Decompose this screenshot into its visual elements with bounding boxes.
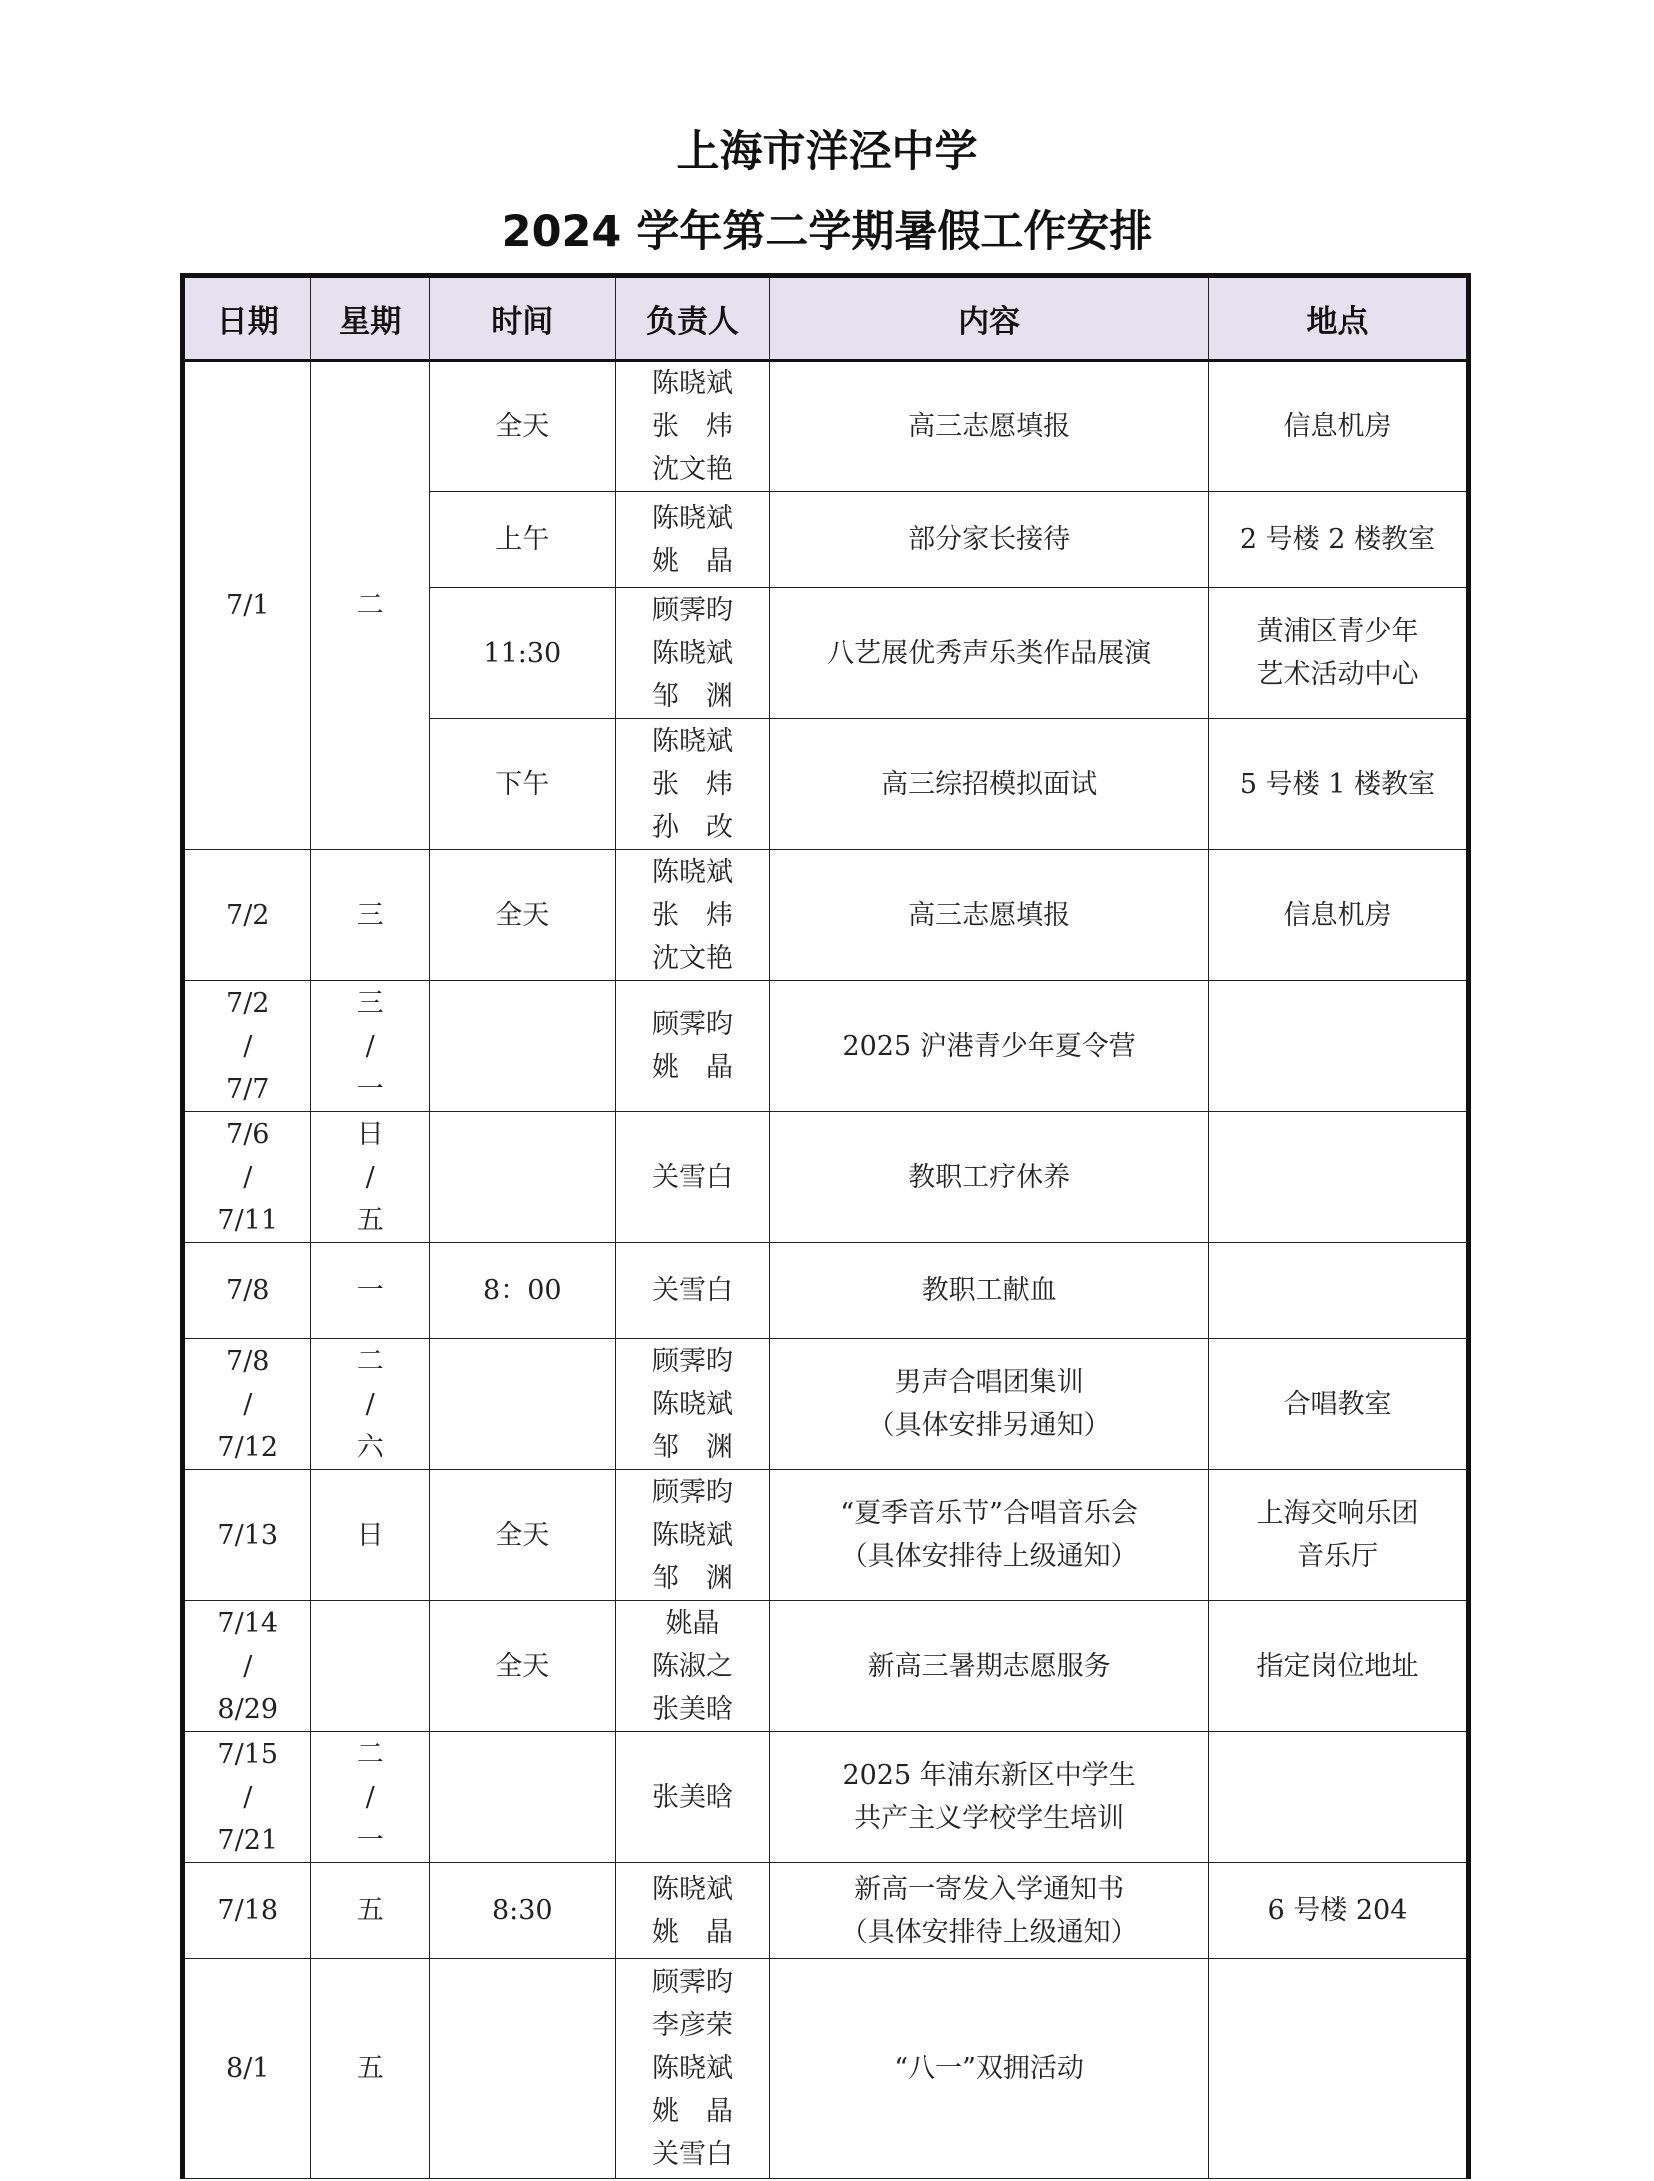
weekday-cell bbox=[311, 850, 429, 981]
cell-text-line: 三 bbox=[356, 987, 384, 1019]
cell-text-line: 陈晓斌 bbox=[651, 368, 733, 399]
cell-text-line: 一 bbox=[356, 1073, 384, 1105]
document-subtitle: 2024 学年第二学期暑假工作安排 bbox=[501, 207, 1153, 257]
date-cell bbox=[183, 1863, 311, 1959]
table-row bbox=[183, 981, 1469, 1112]
table-row bbox=[183, 1959, 1469, 2179]
weekday-cell bbox=[311, 1243, 429, 1339]
cell-text-line: 全天 bbox=[495, 1650, 550, 1682]
cell-text-line: 一 bbox=[356, 1824, 384, 1856]
person-cell bbox=[615, 588, 770, 719]
location-cell bbox=[1208, 1470, 1468, 1601]
location-cell bbox=[1208, 361, 1468, 492]
person-cell bbox=[615, 492, 770, 588]
cell-text-line: 邹 渊 bbox=[651, 680, 733, 712]
cell-text-line: 沈文艳 bbox=[651, 454, 733, 485]
cell-text-line: 陈晓斌 bbox=[651, 1388, 733, 1420]
time-cell bbox=[429, 719, 615, 850]
cell-text-line: 7/6 bbox=[226, 1118, 270, 1150]
location-cell bbox=[1208, 1732, 1468, 1863]
cell-text-line: 陈晓斌 bbox=[651, 502, 733, 534]
cell-text-line: 7/18 bbox=[217, 1895, 279, 1926]
weekday-cell bbox=[311, 1732, 429, 1863]
time-cell bbox=[429, 1863, 615, 1959]
time-cell bbox=[429, 1243, 615, 1339]
cell-text-line: 顾霁昀 bbox=[651, 1009, 733, 1040]
cell-text-line: 新高三暑期志愿服务 bbox=[867, 1650, 1111, 1682]
table-row bbox=[183, 361, 1469, 492]
cell-text-line: 姚 晶 bbox=[651, 1052, 733, 1083]
content-cell bbox=[770, 1112, 1209, 1243]
cell-text-line: / bbox=[365, 1161, 375, 1193]
header-weekday: 星期 bbox=[311, 276, 429, 361]
cell-text-line: 下午 bbox=[495, 768, 550, 800]
time-cell bbox=[429, 1959, 615, 2179]
cell-text-line: 李彦荣 bbox=[651, 2010, 733, 2041]
cell-text-line: 8/29 bbox=[217, 1693, 279, 1725]
cell-text-line: 五 bbox=[356, 2053, 384, 2084]
cell-text-line: 男声合唱团集训 bbox=[894, 1367, 1084, 1398]
cell-text-line: 张 炜 bbox=[651, 768, 733, 800]
time-cell bbox=[429, 1339, 615, 1470]
date-cell bbox=[183, 1112, 311, 1243]
content-cell bbox=[770, 719, 1209, 850]
cell-text-line: 信息机房 bbox=[1283, 411, 1392, 442]
cell-text-line: 一 bbox=[356, 1275, 384, 1306]
date-cell bbox=[183, 1243, 311, 1339]
document-title: 上海市洋泾中学 bbox=[676, 127, 978, 177]
content-cell bbox=[770, 1732, 1209, 1863]
cell-text-line: 姚晶 bbox=[665, 1607, 720, 1639]
cell-text-line: / bbox=[365, 1388, 375, 1420]
schedule-table bbox=[180, 273, 1471, 2179]
person-cell bbox=[615, 1959, 770, 2179]
cell-text-line: 6 号楼 204 bbox=[1267, 1895, 1408, 1926]
cell-text-line: 姚 晶 bbox=[651, 1916, 733, 1948]
cell-text-line: 姚 晶 bbox=[651, 545, 733, 577]
cell-text-line: 六 bbox=[356, 1431, 384, 1463]
cell-text-line: 全天 bbox=[495, 1519, 550, 1551]
cell-text-line: 8：00 bbox=[483, 1275, 562, 1306]
weekday-cell bbox=[311, 1959, 429, 2179]
date-cell bbox=[183, 1732, 311, 1863]
weekday-cell bbox=[311, 1470, 429, 1601]
cell-text-line: 2025 沪港青少年夏令营 bbox=[842, 1030, 1136, 1062]
cell-text-line: 2 号楼 2 楼教室 bbox=[1239, 524, 1436, 555]
location-cell bbox=[1208, 850, 1468, 981]
content-cell bbox=[770, 492, 1209, 588]
date-cell bbox=[183, 850, 311, 981]
cell-text-line: 教职工献血 bbox=[921, 1275, 1057, 1306]
cell-text-line: / bbox=[243, 1388, 253, 1420]
time-cell bbox=[429, 492, 615, 588]
cell-text-line: 邹 渊 bbox=[651, 1562, 733, 1594]
weekday-cell bbox=[311, 1601, 429, 1732]
weekday-cell bbox=[311, 361, 429, 850]
header-content: 内容 bbox=[770, 276, 1209, 361]
cell-text-line: 陈晓斌 bbox=[651, 637, 733, 669]
cell-text-line: 高三志愿填报 bbox=[908, 899, 1071, 931]
time-cell bbox=[429, 1112, 615, 1243]
cell-text-line: 陈晓斌 bbox=[651, 1519, 733, 1551]
cell-text-line: 7/1 bbox=[226, 590, 270, 621]
person-cell bbox=[615, 361, 770, 492]
cell-text-line: 顾霁昀 bbox=[651, 594, 733, 626]
cell-text-line: 日 bbox=[356, 1118, 384, 1150]
cell-text-line: 三 bbox=[356, 899, 384, 931]
weekday-cell bbox=[311, 1339, 429, 1470]
header-time: 时间 bbox=[429, 276, 615, 361]
person-cell bbox=[615, 1339, 770, 1470]
cell-text-line: 7/7 bbox=[226, 1073, 270, 1105]
cell-text-line: 7/8 bbox=[226, 1345, 270, 1377]
header-location: 地点 bbox=[1208, 276, 1468, 361]
location-cell bbox=[1208, 1959, 1468, 2179]
cell-text-line: 7/2 bbox=[226, 899, 270, 931]
person-cell bbox=[615, 1470, 770, 1601]
cell-text-line: / bbox=[365, 1030, 375, 1062]
person-cell bbox=[615, 1601, 770, 1732]
cell-text-line: 陈晓斌 bbox=[651, 856, 733, 888]
cell-text-line: / bbox=[243, 1781, 253, 1813]
cell-text-line: 二 bbox=[356, 590, 384, 621]
cell-text-line: 五 bbox=[356, 1895, 384, 1926]
cell-text-line: 11:30 bbox=[483, 637, 562, 669]
table-row bbox=[183, 1601, 1469, 1732]
cell-text-line: 邹 渊 bbox=[651, 1431, 733, 1463]
table-row bbox=[183, 1243, 1469, 1339]
cell-text-line: 7/21 bbox=[217, 1824, 279, 1856]
cell-text-line: 艺术活动中心 bbox=[1256, 659, 1419, 690]
cell-text-line: 7/11 bbox=[217, 1204, 279, 1236]
cell-text-line: 新高一寄发入学通知书 bbox=[854, 1873, 1125, 1905]
cell-text-line: 全天 bbox=[495, 899, 550, 931]
cell-text-line: 信息机房 bbox=[1283, 899, 1392, 931]
content-cell bbox=[770, 1339, 1209, 1470]
table-row bbox=[183, 1339, 1469, 1470]
cell-text-line: 陈晓斌 bbox=[651, 2053, 733, 2084]
person-cell bbox=[615, 981, 770, 1112]
person-cell bbox=[615, 850, 770, 981]
table-row bbox=[183, 1470, 1469, 1601]
table-row bbox=[183, 850, 1469, 981]
content-cell bbox=[770, 1470, 1209, 1601]
cell-text-line: 上午 bbox=[495, 524, 550, 555]
cell-text-line: 教职工疗休养 bbox=[908, 1161, 1071, 1193]
cell-text-line: 顾霁昀 bbox=[651, 1476, 733, 1508]
cell-text-line: 7/8 bbox=[226, 1275, 270, 1306]
weekday-cell bbox=[311, 1863, 429, 1959]
time-cell bbox=[429, 1732, 615, 1863]
cell-text-line: 张 炜 bbox=[651, 899, 733, 931]
cell-text-line: “八一”双拥活动 bbox=[894, 2053, 1084, 2084]
cell-text-line: 二 bbox=[356, 1345, 384, 1377]
content-cell bbox=[770, 981, 1209, 1112]
date-cell bbox=[183, 1339, 311, 1470]
location-cell bbox=[1208, 981, 1468, 1112]
date-cell bbox=[183, 1470, 311, 1601]
location-cell bbox=[1208, 492, 1468, 588]
cell-text-line: / bbox=[365, 1781, 375, 1813]
location-cell bbox=[1208, 1863, 1468, 1959]
date-cell bbox=[183, 1959, 311, 2179]
cell-text-line: 7/13 bbox=[217, 1519, 279, 1551]
cell-text-line: 陈淑之 bbox=[651, 1650, 733, 1682]
cell-text-line: 孙 改 bbox=[651, 811, 733, 843]
content-cell bbox=[770, 588, 1209, 719]
time-cell bbox=[429, 850, 615, 981]
table-row bbox=[183, 1112, 1469, 1243]
cell-text-line: 指定岗位地址 bbox=[1256, 1650, 1419, 1682]
cell-text-line: 陈晓斌 bbox=[651, 1873, 733, 1905]
content-cell bbox=[770, 361, 1209, 492]
cell-text-line: 2025 年浦东新区中学生 bbox=[842, 1760, 1136, 1791]
cell-text-line: （具体安排待上级通知） bbox=[840, 1916, 1138, 1948]
person-cell bbox=[615, 1863, 770, 1959]
header-date: 日期 bbox=[183, 276, 311, 361]
cell-text-line: 5 号楼 1 楼教室 bbox=[1239, 768, 1436, 800]
weekday-cell bbox=[311, 1112, 429, 1243]
cell-text-line: 姚 晶 bbox=[651, 2096, 733, 2127]
cell-text-line: 张 炜 bbox=[651, 411, 733, 442]
cell-text-line: 8/1 bbox=[226, 2053, 270, 2084]
cell-text-line: 7/14 bbox=[217, 1607, 279, 1639]
cell-text-line: 顾霁昀 bbox=[651, 1967, 733, 1998]
cell-text-line: 上海交响乐团 bbox=[1256, 1498, 1419, 1529]
location-cell bbox=[1208, 1243, 1468, 1339]
content-cell bbox=[770, 1601, 1209, 1732]
date-cell bbox=[183, 1601, 311, 1732]
location-cell bbox=[1208, 588, 1468, 719]
time-cell bbox=[429, 1601, 615, 1732]
cell-text-line: / bbox=[243, 1161, 253, 1193]
cell-text-line: 陈晓斌 bbox=[651, 725, 733, 757]
cell-text-line: （具体安排待上级通知） bbox=[840, 1541, 1138, 1572]
time-cell bbox=[429, 588, 615, 719]
content-cell bbox=[770, 1863, 1209, 1959]
person-cell bbox=[615, 1732, 770, 1863]
time-cell bbox=[429, 981, 615, 1112]
table-row bbox=[183, 1732, 1469, 1863]
person-cell bbox=[615, 1243, 770, 1339]
header-row bbox=[183, 276, 1469, 361]
cell-text-line: 关雪白 bbox=[651, 1275, 733, 1306]
cell-text-line: “夏季音乐节”合唱音乐会 bbox=[840, 1498, 1138, 1529]
cell-text-line: 黄浦区青少年 bbox=[1256, 616, 1419, 647]
cell-text-line: 7/15 bbox=[217, 1738, 279, 1770]
cell-text-line: 五 bbox=[356, 1204, 384, 1236]
location-cell bbox=[1208, 719, 1468, 850]
date-cell bbox=[183, 981, 311, 1112]
cell-text-line: 7/12 bbox=[217, 1431, 279, 1463]
cell-text-line: 日 bbox=[356, 1519, 384, 1551]
cell-text-line: 关雪白 bbox=[651, 2139, 733, 2170]
weekday-cell bbox=[311, 981, 429, 1112]
cell-text-line: 张美晗 bbox=[651, 1693, 733, 1725]
table-row bbox=[183, 1863, 1469, 1959]
location-cell bbox=[1208, 1112, 1468, 1243]
person-cell bbox=[615, 1112, 770, 1243]
person-cell bbox=[615, 719, 770, 850]
content-cell bbox=[770, 850, 1209, 981]
cell-text-line: 合唱教室 bbox=[1283, 1388, 1392, 1420]
cell-text-line: / bbox=[243, 1030, 253, 1062]
time-cell bbox=[429, 1470, 615, 1601]
cell-text-line: 部分家长接待 bbox=[908, 524, 1071, 555]
cell-text-line: 共产主义学校学生培训 bbox=[854, 1803, 1125, 1834]
location-cell bbox=[1208, 1601, 1468, 1732]
cell-text-line: 张美晗 bbox=[651, 1781, 733, 1813]
date-cell bbox=[183, 361, 311, 850]
cell-text-line: 高三综招模拟面试 bbox=[881, 768, 1098, 800]
cell-text-line: / bbox=[243, 1650, 253, 1682]
header-person-in-charge: 负责人 bbox=[615, 276, 770, 361]
cell-text-line: 关雪白 bbox=[651, 1161, 733, 1193]
content-cell bbox=[770, 1959, 1209, 2179]
time-cell bbox=[429, 361, 615, 492]
cell-text-line: 7/2 bbox=[226, 987, 270, 1019]
cell-text-line: 二 bbox=[356, 1738, 384, 1770]
cell-text-line: 沈文艳 bbox=[651, 942, 733, 974]
content-cell bbox=[770, 1243, 1209, 1339]
cell-text-line: 全天 bbox=[495, 411, 550, 442]
cell-text-line: 八艺展优秀声乐类作品展演 bbox=[827, 637, 1152, 669]
cell-text-line: 8:30 bbox=[491, 1895, 553, 1926]
cell-text-line: 高三志愿填报 bbox=[908, 411, 1071, 442]
location-cell bbox=[1208, 1339, 1468, 1470]
cell-text-line: 顾霁昀 bbox=[651, 1345, 733, 1377]
cell-text-line: 音乐厅 bbox=[1296, 1541, 1378, 1572]
cell-text-line: （具体安排另通知） bbox=[867, 1410, 1111, 1441]
